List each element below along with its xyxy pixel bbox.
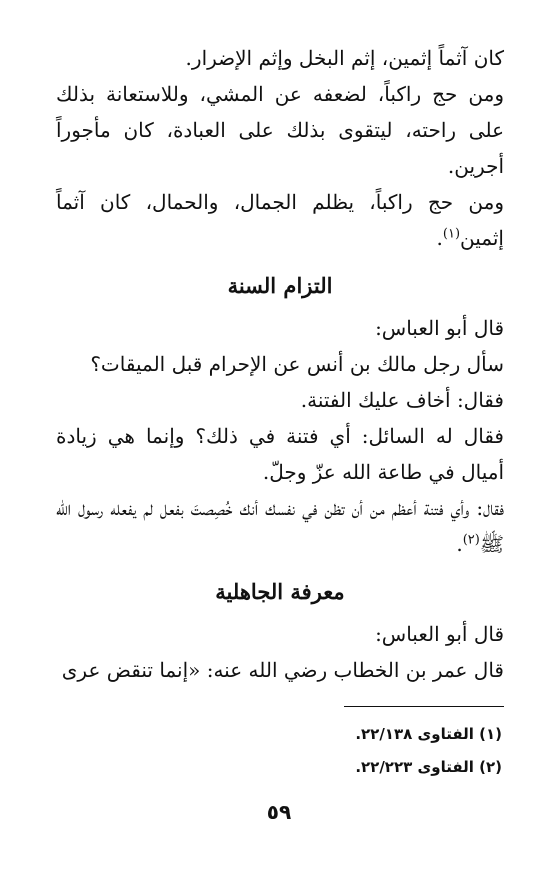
footnote-ref-1: (١) — [442, 226, 461, 242]
section-1-question: سأل رجل مالك بن أنس عن الإحرام قبل الميقات؟ — [90, 352, 504, 376]
footnotes — [54, 718, 502, 784]
section-2-intro: قال أبو العباس: — [375, 622, 504, 646]
section-1-answer: فقال: أخاف عليك الفتنة. — [300, 388, 504, 412]
paragraph-riding-for-worship: ومن حج راكباً، لضعفه عن المشي، وللاستعانة بذلك على راحته، ليتقوى بذلك على العبادة، كان مأجوراً أجرين. — [56, 82, 504, 178]
sentence-end: . — [456, 532, 463, 556]
paragraph-text: فقال: وأي فتنة أعظم من أن تظن في نفسك أنك خُصِصتَ بفعل لم يفعله رسول الله ﷺ — [56, 496, 504, 556]
page-number: ٥٩ — [266, 800, 292, 824]
section-title-sunnah: التزام السنة — [227, 273, 333, 298]
page-body — [56, 40, 504, 688]
section-title-jahiliyyah: معرفة الجاهلية — [215, 579, 345, 604]
section-1-reply — [56, 490, 504, 562]
sentence-end: . — [436, 226, 443, 250]
paragraph-text: ومن حج راكباً، يظلم الجمال، والحمال، كان آثماً إثمين — [56, 190, 504, 250]
footnote-divider — [344, 706, 504, 707]
section-2-quote: قال عمر بن الخطاب رضي الله عنه: «إنما تنقض عرى — [61, 658, 504, 682]
footnote-ref-2: (٢) — [462, 532, 480, 548]
section-1-intro: قال أبو العباس: — [375, 316, 504, 340]
paragraph-riding-oppressing — [56, 184, 504, 256]
section-1-objection: فقال له السائل: أي فتنة في ذلك؟ وإنما هي زيادة أميال في طاعة الله عزّ وجلّ. — [56, 424, 504, 484]
footnote-2: (٢) الفتاوى ٢٢/٢٢٣. — [355, 758, 502, 776]
paragraph-sin-of-stinginess: كان آثماً إثمين، إثم البخل وإثم الإضرار. — [185, 46, 504, 70]
footnote-1: (١) الفتاوى ٢٢/١٣٨. — [355, 725, 502, 743]
